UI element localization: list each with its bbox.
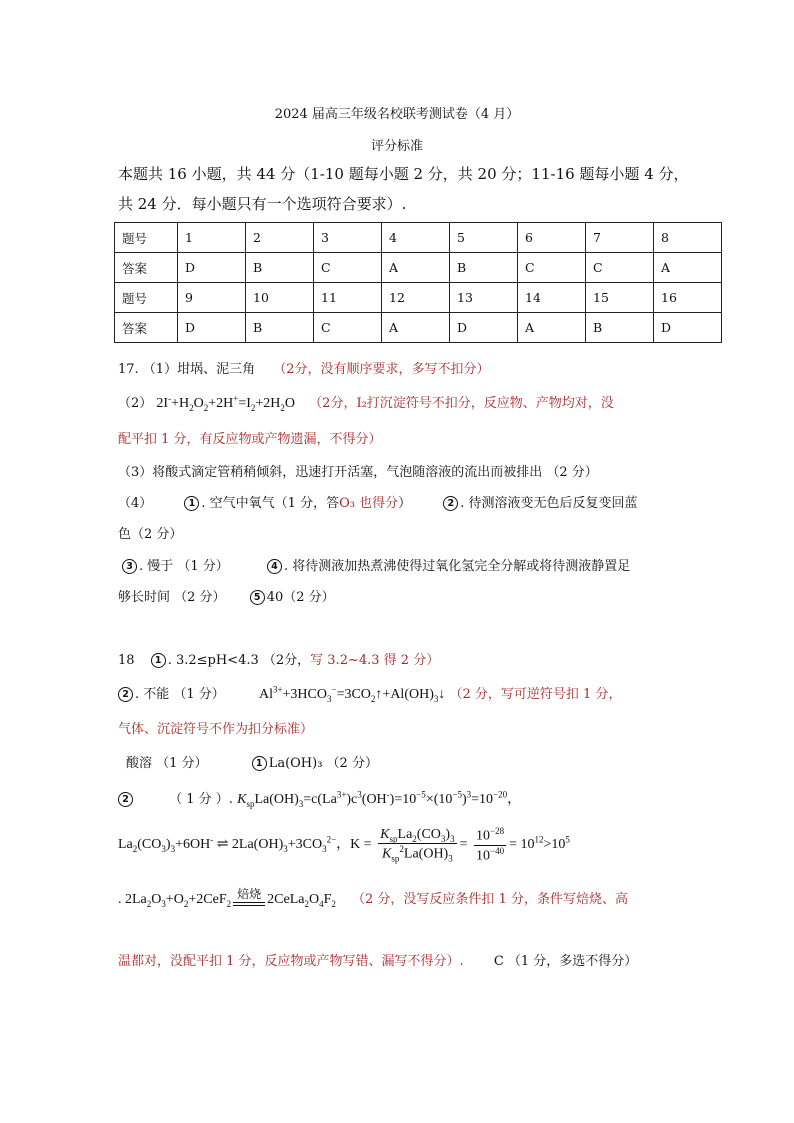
table-cell: A bbox=[382, 253, 450, 283]
table-cell: D bbox=[178, 313, 246, 343]
table-row bbox=[115, 313, 722, 343]
table-cell: A bbox=[654, 253, 722, 283]
q17-part4-4-cont: 够长时间 （2 分） bbox=[118, 590, 226, 605]
intro-line-2: 共 24 分．每小题只有一个选项符合要求）. bbox=[118, 195, 407, 213]
q18-part4-note-cont: 温都对，没配平扣 1 分，反应物或产物写错、漏写不得分）. bbox=[118, 954, 464, 969]
table-cell: 答案 bbox=[115, 253, 178, 283]
q18-label: 18 bbox=[118, 653, 135, 668]
q18-part2: . 不能 （1 分） bbox=[135, 687, 225, 702]
q17-part2-label: （2） bbox=[118, 396, 153, 411]
q18-line-7 bbox=[118, 888, 628, 909]
q17-equation: $2I^-+H_2O_2+2H^+=I_2+2H_2O$ bbox=[156, 393, 296, 413]
table-cell: C bbox=[586, 253, 654, 283]
q18-equilibrium-expression: $La_2(CO_3)_3+6OH^-$ ⇌ $2La(OH)_3+3CO_3^{2-}$，K = $\frac{K_{sp}La_2(CO_3)_3}{K_{sp}^2La(OH)_3}$ = $\frac{10^{-28}}{10^{-40}}$ = $10^{12}>10^5$ bbox=[118, 826, 570, 864]
q18-part3: 酸溶 （1 分） bbox=[126, 756, 208, 771]
q17-part4-1: . 空气中氧气（1 分，答 bbox=[201, 496, 340, 511]
q18-line-6 bbox=[118, 826, 570, 864]
table-cell: 10 bbox=[246, 283, 314, 313]
q17-part4-label: （4） bbox=[118, 496, 153, 511]
q18-line-1 bbox=[118, 649, 439, 668]
table-cell: 6 bbox=[518, 223, 586, 253]
table-cell: 16 bbox=[654, 283, 722, 313]
q17-part4-1-close: ） bbox=[398, 496, 412, 511]
table-row bbox=[115, 253, 722, 283]
q17-part1-note: （2分，没有顺序要求，多写不扣分） bbox=[273, 362, 490, 377]
table-cell: C bbox=[314, 313, 382, 343]
table-row bbox=[115, 283, 722, 313]
q17-line-6: 色（2 分） bbox=[118, 527, 183, 542]
table-cell: 3 bbox=[314, 223, 382, 253]
table-cell: 5 bbox=[450, 223, 518, 253]
circled-number-icon: 1 bbox=[184, 496, 199, 511]
q17-line-8 bbox=[118, 586, 335, 605]
circled-number-icon: 1 bbox=[151, 653, 166, 668]
q17-line-5 bbox=[118, 492, 638, 511]
table-cell: B bbox=[246, 253, 314, 283]
q18-line-8 bbox=[118, 950, 637, 969]
q17-part2-note: （2分，I₂打沉淀符号不扣分，反应物、产物均对，没 bbox=[309, 396, 614, 411]
table-cell: 答案 bbox=[115, 313, 178, 343]
table-cell: D bbox=[450, 313, 518, 343]
circled-number-icon: 2 bbox=[118, 687, 133, 702]
answer-table bbox=[114, 222, 722, 343]
circled-number-icon: 3 bbox=[122, 559, 137, 574]
table-cell: 题号 bbox=[115, 283, 178, 313]
table-cell: 12 bbox=[382, 283, 450, 313]
table-cell: C bbox=[314, 253, 382, 283]
q17-part1-answer: 17. （1）坩埚、泥三角 bbox=[118, 362, 256, 377]
reaction-condition: 焙烧 bbox=[237, 887, 262, 901]
q18-part4-note: （2 分，没写反应条件扣 1 分，条件写焙烧、高 bbox=[352, 892, 628, 908]
q17-part4-2: . 待测溶液变无色后反复变回蓝 bbox=[460, 496, 638, 511]
circled-number-icon: 5 bbox=[250, 590, 265, 605]
table-cell: 7 bbox=[586, 223, 654, 253]
table-cell: B bbox=[246, 313, 314, 343]
table-cell: C bbox=[518, 253, 586, 283]
circled-number-icon: 2 bbox=[443, 496, 458, 511]
q18-line-4 bbox=[126, 752, 378, 771]
table-cell: 8 bbox=[654, 223, 722, 253]
table-row bbox=[115, 223, 722, 253]
table-cell: D bbox=[654, 313, 722, 343]
table-cell: D bbox=[178, 253, 246, 283]
q18-part2-note: （2 分，写可逆符号扣 1 分， bbox=[449, 687, 622, 702]
page-subtitle: 评分标准 bbox=[370, 139, 423, 154]
q18-roasting-equation: . $2La_2O_3+O_2+2CeF_2$ 焙烧 $2CeLa_2O_4F_2$ bbox=[118, 887, 336, 909]
table-cell: 4 bbox=[382, 223, 450, 253]
table-cell: B bbox=[450, 253, 518, 283]
table-cell: 9 bbox=[178, 283, 246, 313]
table-cell: B bbox=[586, 313, 654, 343]
q17-line-7 bbox=[122, 555, 630, 574]
table-cell: 13 bbox=[450, 283, 518, 313]
q17-line-1 bbox=[118, 358, 490, 377]
q18-part1: . 3.2≤pH<4.3 （2分， bbox=[167, 653, 311, 668]
q17-part4-3: . 慢于 （1 分） bbox=[139, 559, 229, 574]
table-cell: 1 bbox=[178, 223, 246, 253]
q18-line-2 bbox=[118, 683, 621, 704]
table-cell: 11 bbox=[314, 283, 382, 313]
q18-part5: C （1 分，多选不得分） bbox=[493, 954, 638, 969]
q17-part4-4: . 将待测液加热煮沸使得过氧化氢完全分解或将待测液静置足 bbox=[283, 559, 631, 574]
q18-line-3: 气体、沉淀符号不作为扣分标准） bbox=[118, 722, 314, 737]
q18-part1-note: 写 3.2~4.3 得 2 分） bbox=[310, 653, 440, 668]
page-title: 2024 届高三年级名校联考测试卷（4 月） bbox=[274, 107, 520, 122]
q18-equation-1: $Al^{3+}+3HCO_3^-=3CO_2↑+Al(OH)_3↓$ bbox=[258, 684, 446, 704]
q17-part4-1-note: O₃ 也得分 bbox=[339, 496, 399, 511]
q18-part3-1: La(OH)₃ （2 分） bbox=[268, 756, 378, 771]
circled-number-icon: 4 bbox=[267, 559, 282, 574]
q17-line-2 bbox=[118, 392, 614, 413]
table-cell: 14 bbox=[518, 283, 586, 313]
table-cell: A bbox=[382, 313, 450, 343]
q18-ksp-expression: $K_{sp}La(OH)_3=c(La^{3+})c^3(OH^-)=10^{-5}\times(10^{-5})^3=10^{-20}$， bbox=[237, 789, 522, 809]
table-cell: 2 bbox=[246, 223, 314, 253]
q18-line-5 bbox=[118, 788, 521, 809]
circled-number-icon: 2 bbox=[118, 792, 133, 807]
table-cell: 15 bbox=[586, 283, 654, 313]
table-cell: 题号 bbox=[115, 223, 178, 253]
q17-line-3: 配平扣 1 分，有反应物或产物遗漏，不得分） bbox=[118, 432, 382, 447]
intro-line-1: 本题共 16 小题，共 44 分（1-10 题每小题 2 分，共 20 分；11-16 题每小题 4 分， bbox=[118, 165, 689, 183]
q17-part4-5: 40（2 分） bbox=[266, 590, 335, 605]
q17-line-4: （3）将酸式滴定管稍稍倾斜，迅速打开活塞，气泡随溶液的流出而被排出 （2 分） bbox=[118, 465, 598, 480]
circled-number-icon: 1 bbox=[252, 756, 267, 771]
q18-part3-2-score: （ 1 分 ）. bbox=[169, 792, 233, 807]
table-cell: A bbox=[518, 313, 586, 343]
